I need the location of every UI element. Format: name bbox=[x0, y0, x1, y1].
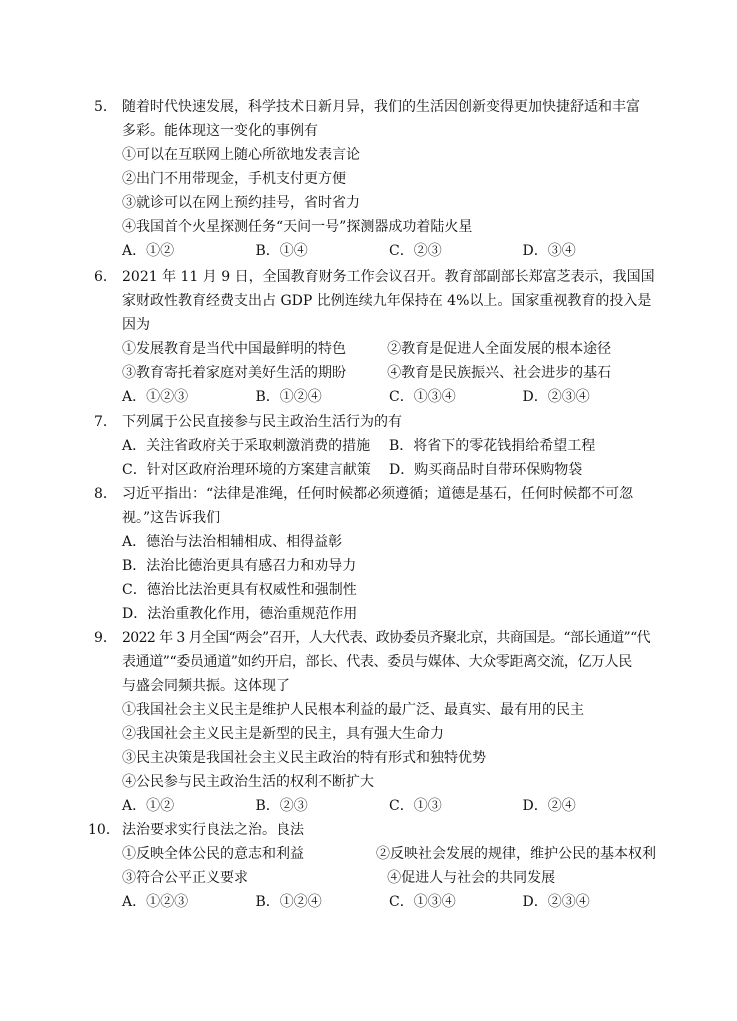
option-c: C．针对区政府治理环境的方案建言献策 bbox=[122, 462, 371, 478]
statements-row bbox=[96, 337, 656, 361]
statements-row bbox=[96, 866, 656, 890]
question-stem-line: 家财政性教育经费支出占 GDP 比例连续九年保持在 4%以上。国家重视教育的投入是 bbox=[122, 293, 652, 309]
question-10 bbox=[88, 818, 656, 914]
statement: ③符合公平正义要求 bbox=[122, 870, 248, 886]
question-number: 8． bbox=[94, 486, 117, 502]
option-b: B．法治比德治更具有感召力和劝导力 bbox=[122, 558, 357, 574]
question-stem-line: 多彩。能体现这一变化的事例有 bbox=[122, 123, 318, 139]
question-stem-line: 随着时代快速发展，科学技术日新月异，我们的生活因创新变得更加快捷舒适和丰富 bbox=[122, 99, 640, 115]
question-stem-line: 与盛会同频共振。这体现了 bbox=[122, 678, 290, 694]
question-stem-line: 习近平指出：“法律是准绳，任何时候都必须遵循；道德是基石，任何时候都不可忽 bbox=[122, 486, 634, 502]
options-row bbox=[96, 890, 656, 914]
option-c: C．②③ bbox=[389, 243, 442, 259]
question-stem-line: 下列属于公民直接参与民主政治生活行为的有 bbox=[122, 414, 402, 430]
question-stem-line: 表通道”“委员通道”如约开启，部长、代表、委员与媒体、大众零距离交流，亿万人民 bbox=[122, 654, 632, 670]
option-a: A．关注省政府关于采取刺激消费的措施 bbox=[122, 438, 371, 454]
option-d: D．法治重教化作用，德治重规范作用 bbox=[122, 606, 358, 622]
statement: ③教育寄托着家庭对美好生活的期盼 bbox=[122, 365, 346, 381]
option-d: D．购买商品时自带环保购物袋 bbox=[389, 462, 583, 478]
statement: ④促进人与社会的共同发展 bbox=[387, 870, 556, 886]
question-number: 9． bbox=[94, 630, 117, 646]
options-row bbox=[96, 239, 656, 263]
option-b: B．②③ bbox=[255, 798, 308, 814]
option-d: D．②③④ bbox=[522, 894, 590, 910]
question-stem-line: 视。”这告诉我们 bbox=[122, 510, 221, 526]
option-a: A．①②③ bbox=[122, 389, 189, 405]
statement: ③就诊可以在网上预约挂号，省时省力 bbox=[122, 195, 360, 211]
option-a: A．①②③ bbox=[122, 894, 189, 910]
options-row bbox=[96, 434, 656, 458]
question-stem-line: 2021 年 11 月 9 日，全国教育财务工作会议召开。教育部副部长郑富芝表示，我国国 bbox=[122, 269, 655, 285]
question-stem-line: 法治要求实行良法之治。良法 bbox=[122, 822, 304, 838]
option-a: A．德治与法治相辅相成、相得益彰 bbox=[122, 534, 343, 550]
question-number: 7． bbox=[94, 414, 117, 430]
question-6 bbox=[96, 265, 656, 409]
question-9 bbox=[96, 626, 656, 818]
statement: ①可以在互联网上随心所欲地发表言论 bbox=[122, 147, 360, 163]
statement: ①我国社会主义民主是维护人民根本利益的最广泛、最真实、最有用的民主 bbox=[122, 702, 584, 718]
option-a: A．①② bbox=[122, 798, 175, 814]
question-stem-line: 因为 bbox=[122, 317, 150, 333]
option-b: B．①②④ bbox=[255, 894, 322, 910]
option-d: D．②④ bbox=[522, 798, 576, 814]
option-c: C．①③ bbox=[389, 798, 442, 814]
option-b: B．①④ bbox=[255, 243, 308, 259]
statements-row bbox=[96, 361, 656, 385]
statements-row bbox=[96, 842, 656, 866]
option-a: A．①② bbox=[122, 243, 175, 259]
options-row bbox=[96, 458, 656, 482]
statement: ④教育是民族振兴、社会进步的基石 bbox=[387, 365, 612, 381]
statement: ②出门不用带现金，手机支付更方便 bbox=[122, 171, 346, 187]
option-c: C．德治比法治更具有权威性和强制性 bbox=[122, 582, 357, 598]
statement: ②反映社会发展的规律，维护公民的基本权利 bbox=[376, 846, 656, 862]
option-d: D．②③④ bbox=[522, 389, 590, 405]
statement: ②我国社会主义民主是新型的民主，具有强大生命力 bbox=[122, 726, 444, 742]
question-stem-line: 2022 年 3 月全国“两会”召开，人大代表、政协委员齐聚北京，共商国是。“部长通道”“代 bbox=[122, 630, 651, 646]
question-5 bbox=[96, 95, 656, 263]
options-row bbox=[96, 794, 656, 818]
option-c: C．①③④ bbox=[389, 389, 456, 405]
statement: ①反映全体公民的意志和利益 bbox=[122, 846, 304, 862]
options-row bbox=[96, 385, 656, 409]
statement: ②教育是促进人全面发展的根本途径 bbox=[387, 341, 612, 357]
statement: ④公民参与民主政治生活的权利不断扩大 bbox=[122, 774, 374, 790]
question-number: 10． bbox=[88, 822, 120, 838]
question-7 bbox=[96, 410, 656, 482]
option-b: B．①②④ bbox=[255, 389, 322, 405]
option-d: D．③④ bbox=[522, 243, 576, 259]
statement: ①发展教育是当代中国最鲜明的特色 bbox=[122, 341, 346, 357]
statement: ③民主决策是我国社会主义民主政治的特有形式和独特优势 bbox=[122, 750, 486, 766]
question-number: 6． bbox=[94, 269, 117, 285]
question-number: 5． bbox=[94, 99, 117, 115]
statement: ④我国首个火星探测任务“天问一号”探测器成功着陆火星 bbox=[122, 219, 473, 235]
question-8 bbox=[96, 482, 656, 626]
option-b: B．将省下的零花钱捐给希望工程 bbox=[389, 438, 596, 454]
option-c: C．①③④ bbox=[389, 894, 456, 910]
